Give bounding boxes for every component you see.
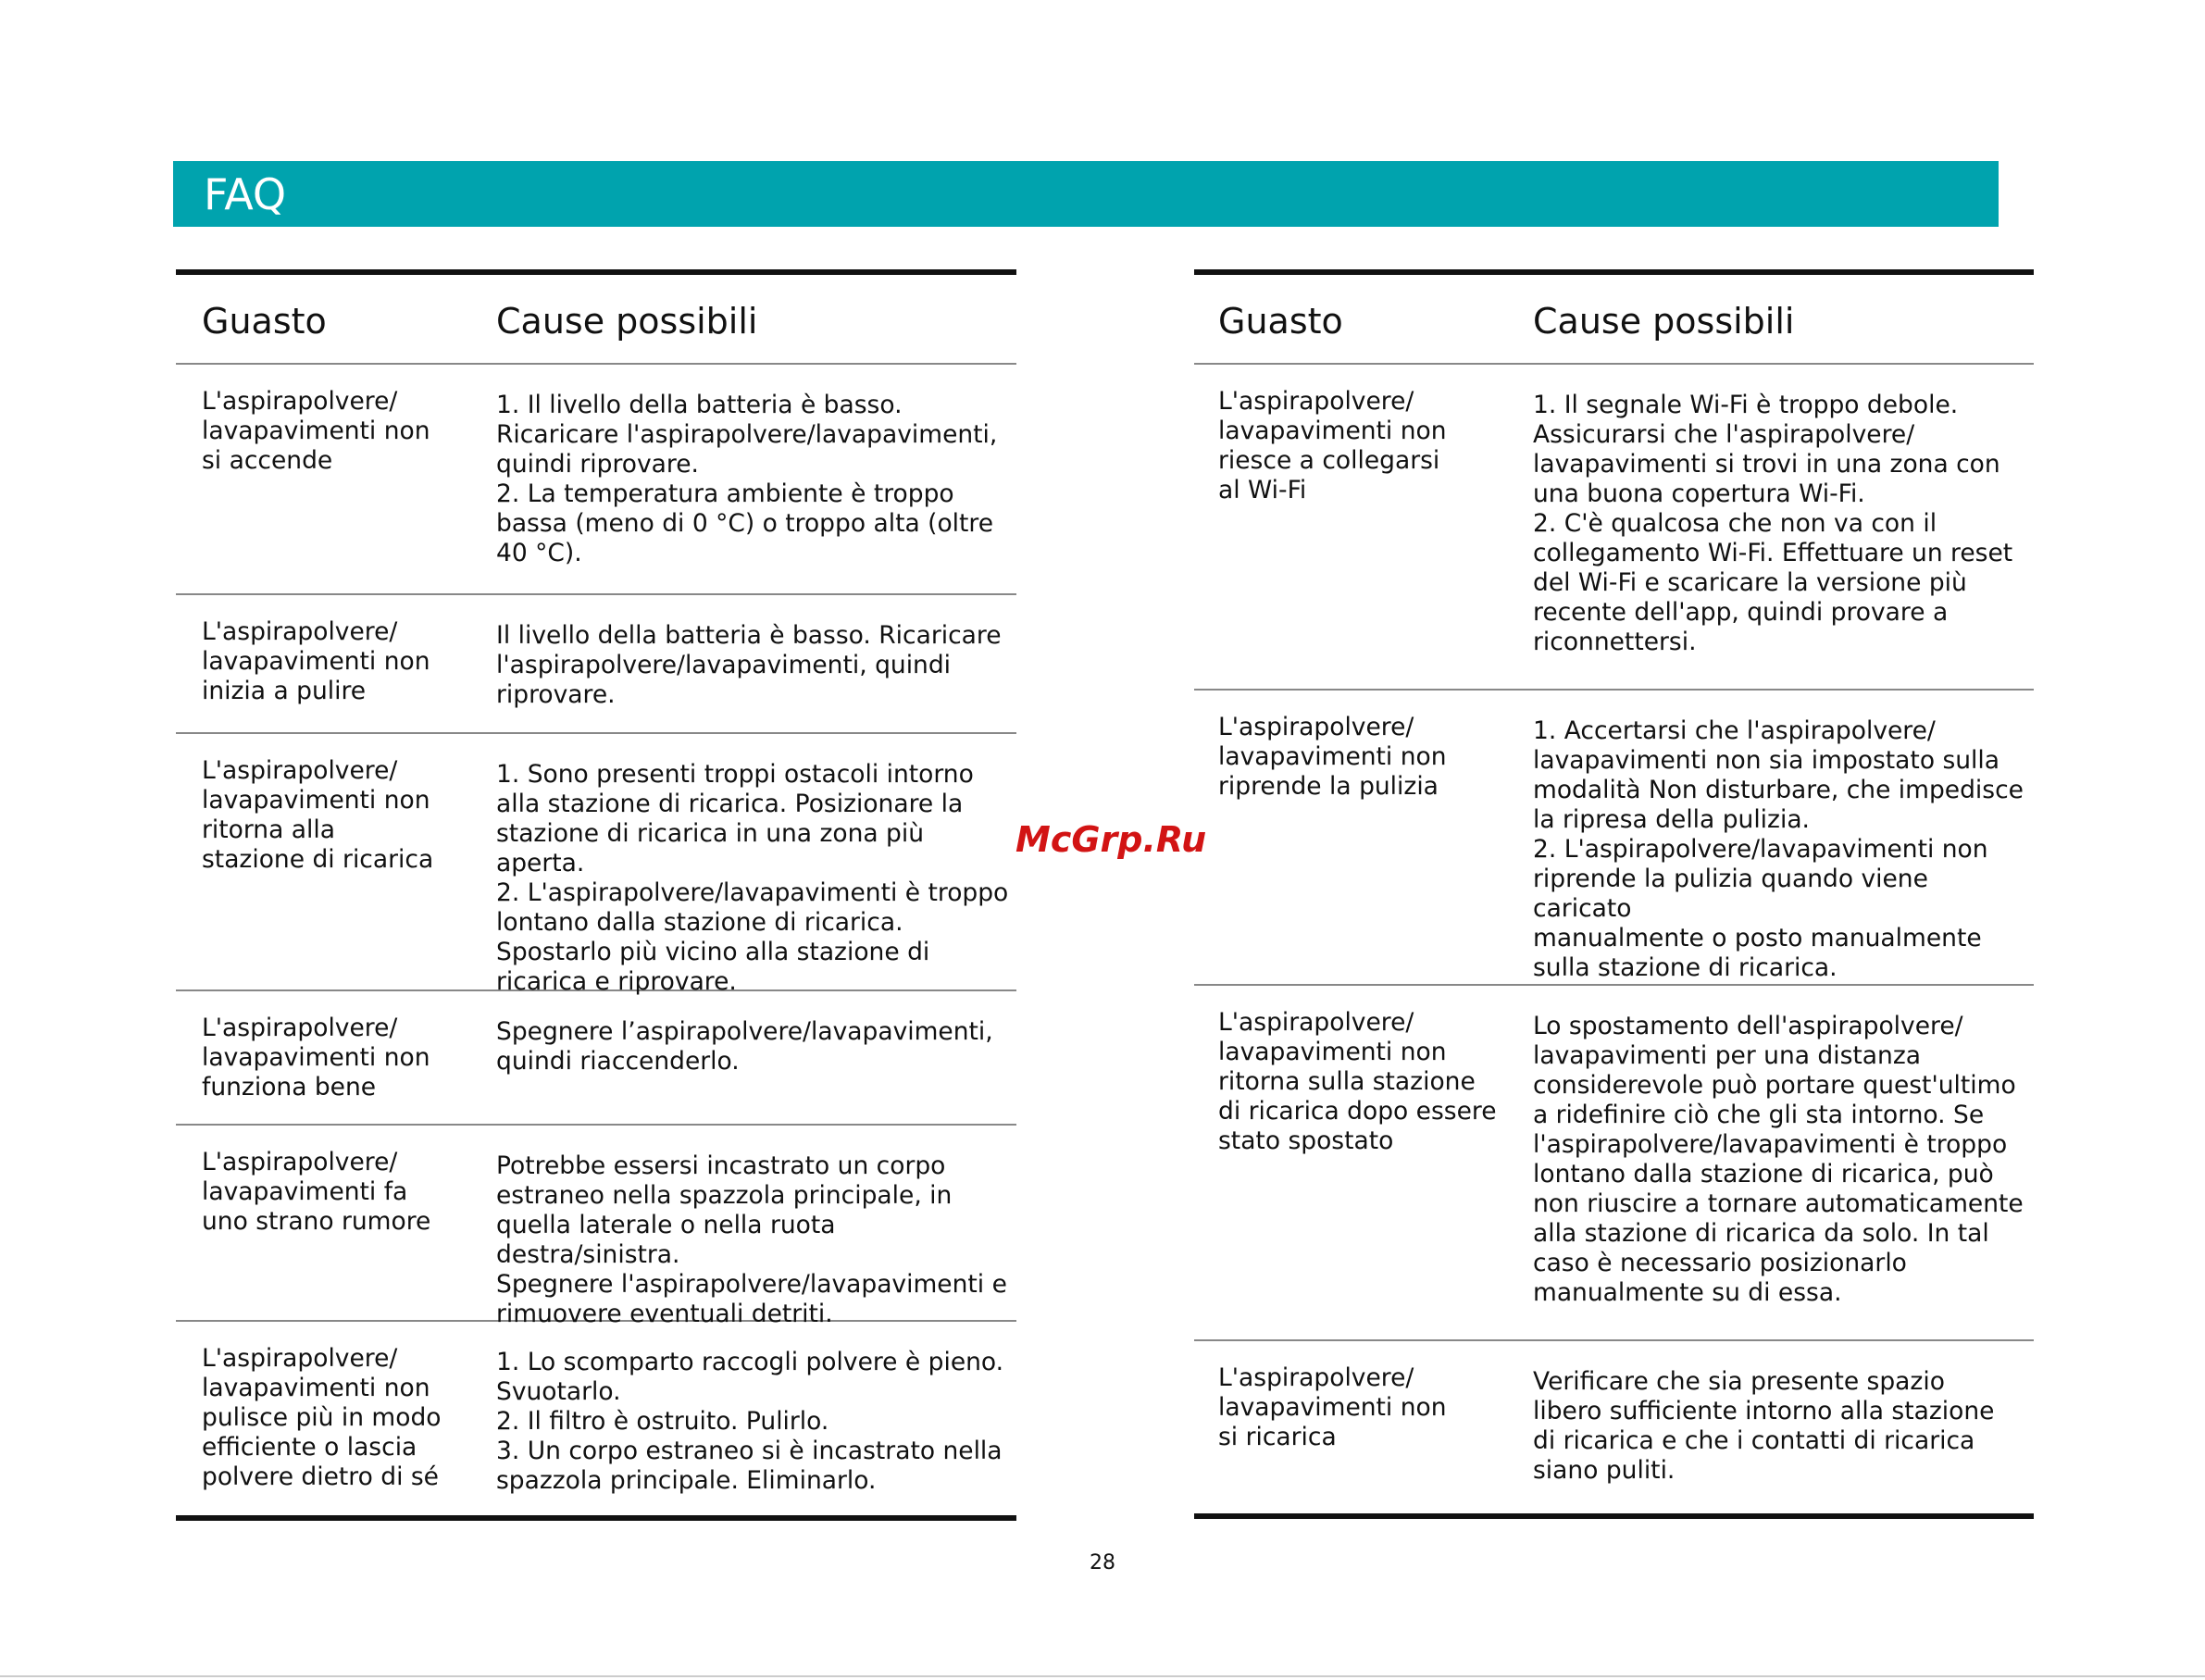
table-row bbox=[176, 595, 1016, 734]
table-row bbox=[1194, 1341, 2034, 1513]
table-row bbox=[176, 991, 1016, 1126]
cause-text: 1. Il livello della batteria è basso. Ricaricare l'aspirapolvere/lavapavimenti, quindi riprovare. 2. La temperatura ambiente è troppo bassa (meno di 0 °C) o troppo alta (oltre 40 °C). bbox=[496, 391, 998, 567]
table-row bbox=[1194, 365, 2034, 691]
header-cause: Cause possibili bbox=[1533, 301, 1795, 342]
cause-text: Potrebbe essersi incastrato un corpo estraneo nella spazzola principale, in quella laterale o nella ruota destra/sinistra. Spegnere l'aspirapolvere/lavapavimenti e rimuovere eventuali detriti. bbox=[496, 1151, 1007, 1328]
fault-text: L'aspirapolvere/ lavapavimenti non pulisce più in modo efficiente o lascia polvere dietro di sé bbox=[202, 1344, 442, 1491]
table-row bbox=[1194, 986, 2034, 1341]
faq-table-left bbox=[176, 269, 1016, 1521]
cause-text: 1. Il segnale Wi-Fi è troppo debole. Assicurarsi che l'aspirapolvere/ lavapavimenti si trovi in una zona con una buona copertura Wi-Fi. 2. C'è qualcosa che non va con il collegamento Wi-Fi. Effettuare un reset del Wi-Fi e scaricare la versione più recente dell'app, quindi provare a riconnettersi. bbox=[1533, 391, 2013, 656]
table-row bbox=[176, 734, 1016, 996]
faq-table-right bbox=[1194, 269, 2034, 1519]
table-row bbox=[176, 1322, 1016, 1515]
page-number: 28 bbox=[1090, 1551, 1115, 1574]
fault-text: L'aspirapolvere/ lavapavimenti non inizia a pulire bbox=[202, 617, 430, 705]
fault-text: L'aspirapolvere/ lavapavimenti non ritorna alla stazione di ricarica bbox=[202, 756, 434, 874]
cause-text: 1. Accertarsi che l'aspirapolvere/ lavapavimenti non sia impostato sulla modalità Non disturbare, che impedisce la ripresa della pulizia. 2. L'aspirapolvere/lavapavimenti non riprende la pulizia quando viene caricato manualmente o posto manualmente sulla stazione di ricarica. bbox=[1533, 716, 2024, 982]
cause-text: 1. Sono presenti troppi ostacoli intorno alla stazione di ricarica. Posizionare la stazione di ricarica in una zona più aperta. 2. L'aspirapolvere/lavapavimenti è troppo lontano dalla stazione di ricarica. Spostarlo più vicino alla stazione di ricarica e riprovare. bbox=[496, 760, 1009, 996]
section-title: FAQ bbox=[204, 169, 287, 219]
section-banner bbox=[173, 161, 1999, 227]
cause-text: Verificare che sia presente spazio libero sufficiente intorno alla stazione di ricarica e che i contatti di ricarica siano puliti. bbox=[1533, 1367, 1995, 1485]
fault-text: L'aspirapolvere/ lavapavimenti non si accende bbox=[202, 387, 430, 475]
table-row bbox=[176, 1126, 1016, 1328]
table-header bbox=[176, 275, 1016, 365]
cause-text: Spegnere l’aspirapolvere/lavapavimenti, quindi riaccenderlo. bbox=[496, 1017, 993, 1076]
table-row bbox=[1194, 691, 2034, 986]
cause-text: Lo spostamento dell'aspirapolvere/ lavapavimenti per una distanza considerevole può portare quest'ultimo a ridefinire ciò che gli sta intorno. Se l'aspirapolvere/lavapavimenti è troppo lontano dalla stazione di ricarica, può non riuscire a tornare automaticamente alla stazione di ricarica da solo. In tal caso è necessario posizionarlo manualmente su di essa. bbox=[1533, 1012, 2024, 1307]
cause-text: 1. Lo scomparto raccogli polvere è pieno. Svuotarlo. 2. Il filtro è ostruito. Pulirlo. 3. Un corpo estraneo si è incastrato nella spazzola principale. Eliminarlo. bbox=[496, 1348, 1004, 1495]
table-header bbox=[1194, 275, 2034, 365]
fault-text: L'aspirapolvere/ lavapavimenti fa uno strano rumore bbox=[202, 1148, 431, 1236]
header-fault: Guasto bbox=[1218, 301, 1343, 342]
table-row bbox=[176, 365, 1016, 595]
header-cause: Cause possibili bbox=[496, 301, 758, 342]
header-fault: Guasto bbox=[202, 301, 327, 342]
fault-text: L'aspirapolvere/ lavapavimenti non ritorna sulla stazione di ricarica dopo essere stato spostato bbox=[1218, 1008, 1497, 1155]
table-bottom-rule bbox=[176, 1515, 1016, 1521]
cause-text: Il livello della batteria è basso. Ricaricare l'aspirapolvere/lavapavimenti, quindi riprovare. bbox=[496, 621, 1002, 709]
fault-text: L'aspirapolvere/ lavapavimenti non funziona bene bbox=[202, 1014, 430, 1101]
table-bottom-rule bbox=[1194, 1513, 2034, 1519]
fault-text: L'aspirapolvere/ lavapavimenti non riesce a collegarsi al Wi-Fi bbox=[1218, 387, 1447, 504]
fault-text: L'aspirapolvere/ lavapavimenti non si ricarica bbox=[1218, 1363, 1447, 1451]
page-edge-line bbox=[0, 1675, 2205, 1677]
fault-text: L'aspirapolvere/ lavapavimenti non riprende la pulizia bbox=[1218, 713, 1447, 801]
watermark: McGrp.Ru bbox=[1015, 819, 1207, 860]
